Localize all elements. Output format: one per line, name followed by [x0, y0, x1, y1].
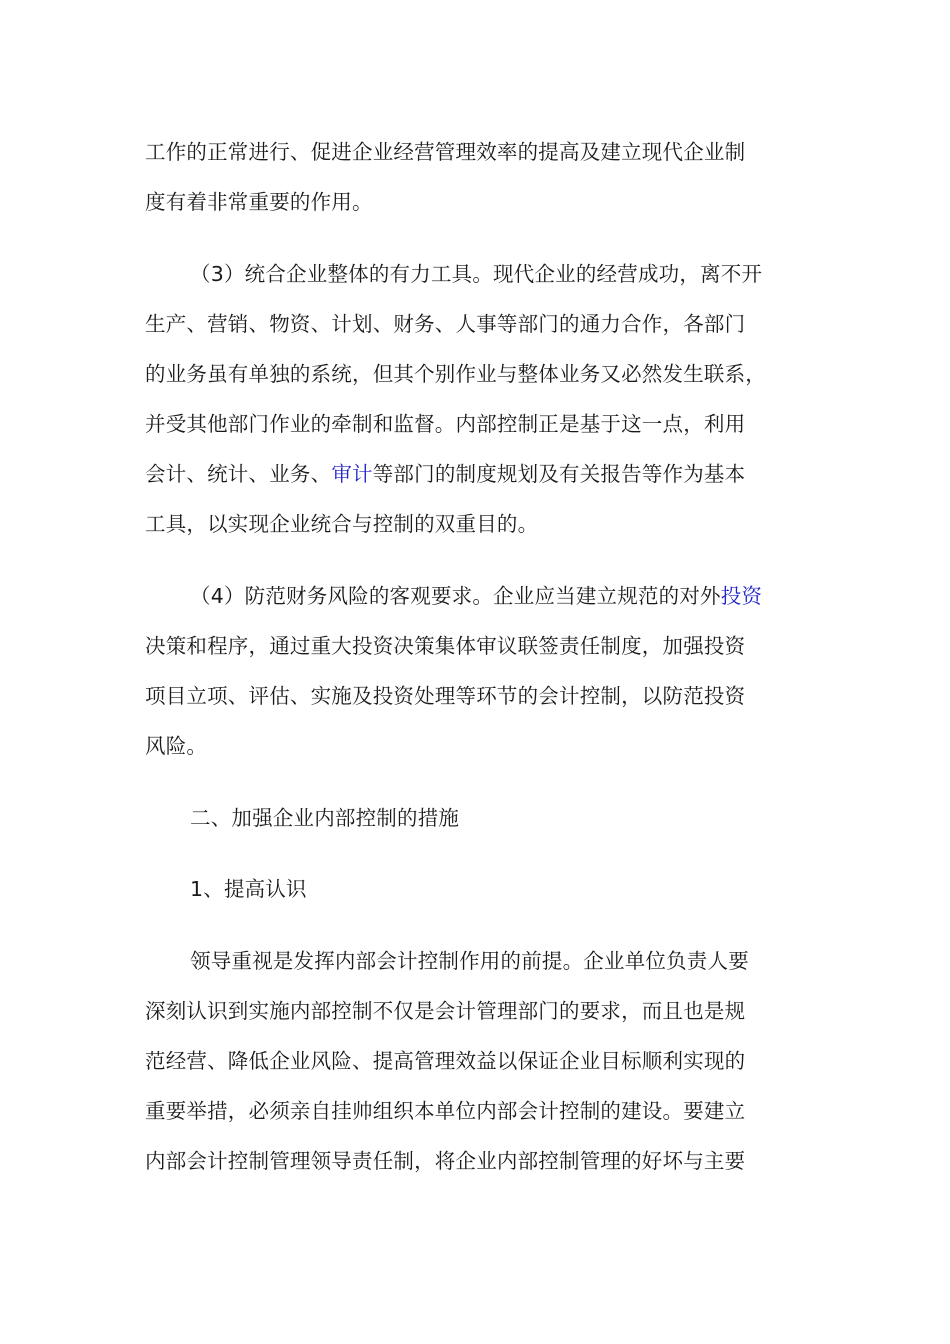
- text-span: （4）防范财务风险的客观要求。企业应当建立规范的对外: [190, 584, 721, 608]
- investment-link[interactable]: 投资: [720, 584, 763, 608]
- paragraph-line: 度有着非常重要的作用。: [145, 190, 373, 214]
- paragraph-line: 内部会计控制管理领导责任制，将企业内部控制管理的好坏与主要: [145, 1149, 746, 1173]
- paragraph-line: 项目立项、评估、实施及投资处理等环节的会计控制，以防范投资: [145, 684, 746, 708]
- audit-link[interactable]: 审计: [331, 462, 373, 486]
- paragraph-line: 并受其他部门作业的牵制和监督。内部控制正是基于这一点，利用: [145, 412, 746, 436]
- paragraph-line: 范经营、降低企业风险、提高管理效益以保证企业目标顺利实现的: [145, 1049, 746, 1073]
- paragraph-line: （3）统合企业整体的有力工具。现代企业的经营成功，离不开: [190, 262, 763, 286]
- paragraph-line: [145, 461, 745, 487]
- paragraph-line: 深刻认识到实施内部控制不仅是会计管理部门的要求，而且也是规: [145, 999, 746, 1023]
- text-span: 会计、统计、业务、: [145, 462, 332, 486]
- paragraph-line: 生产、营销、物资、计划、财务、人事等部门的通力合作，各部门: [145, 312, 746, 336]
- section-heading: 二、加强企业内部控制的措施: [190, 806, 460, 830]
- paragraph-line: 的业务虽有单独的系统，但其个别作业与整体业务又必然发生联系，: [145, 362, 766, 386]
- subsection-heading: 1、提高认识: [190, 877, 307, 901]
- paragraph-line: 领导重视是发挥内部会计控制作用的前提。企业单位负责人要: [190, 949, 749, 973]
- paragraph-line: 风险。: [145, 734, 208, 758]
- paragraph-line: 工具，以实现企业统合与控制的双重目的。: [145, 512, 539, 536]
- paragraph-line: 重要举措，必须亲自挂帅组织本单位内部会计控制的建设。要建立: [145, 1099, 746, 1123]
- paragraph-line: [190, 583, 762, 609]
- paragraph-line: 决策和程序，通过重大投资决策集体审议联签责任制度，加强投资: [145, 634, 746, 658]
- text-span: 等部门的制度规划及有关报告等作为基本: [372, 462, 746, 486]
- paragraph-line: 工作的正常进行、促进企业经营管理效率的提高及建立现代企业制: [145, 140, 746, 164]
